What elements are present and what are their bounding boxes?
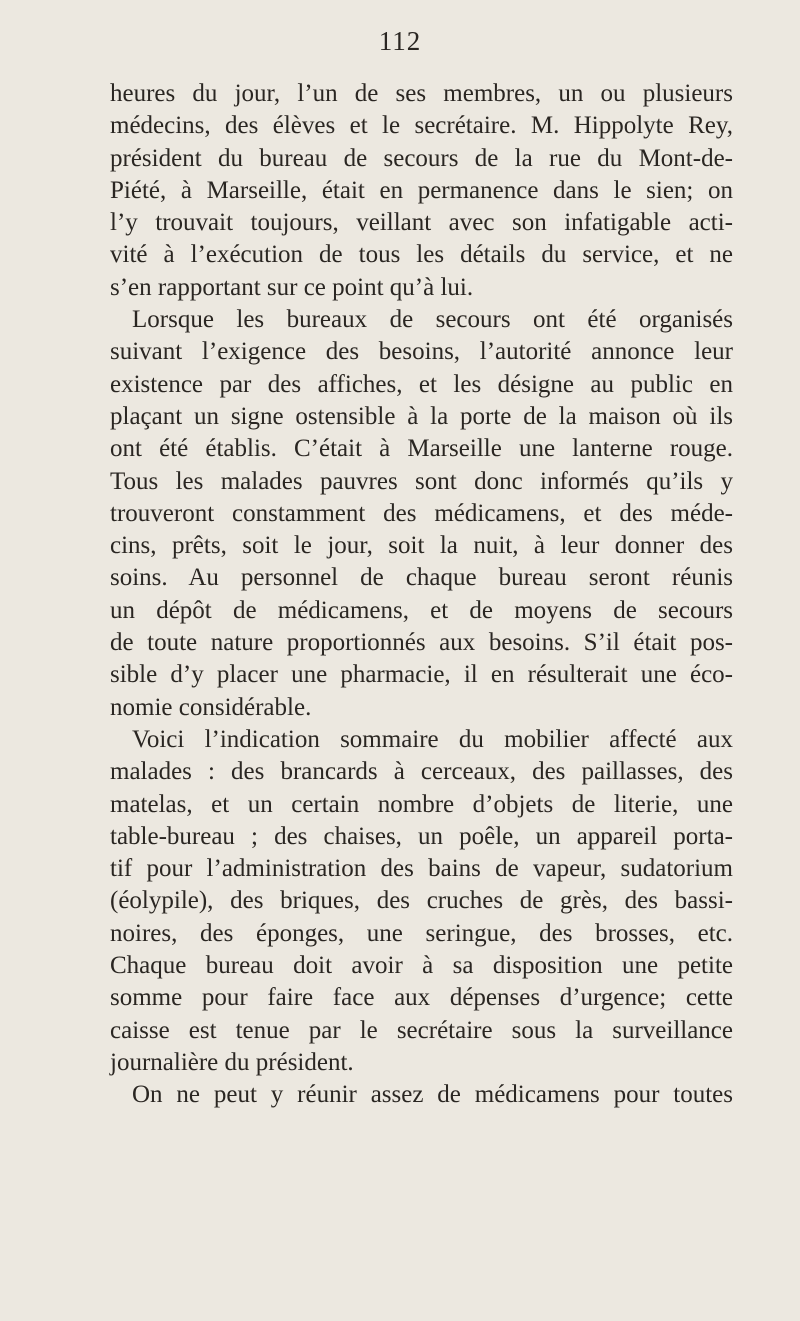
text-line: Tous les malades pauvres sont donc informés qu’ils y <box>110 467 733 495</box>
text-line: président du bureau de secours de la rue du Mont-de- <box>110 144 733 172</box>
text-line: matelas, et un certain nombre d’objets de literie, une <box>110 790 733 818</box>
text-line: noires, des éponges, une seringue, des brosses, etc. <box>110 919 733 947</box>
text-line: tif pour l’administration des bains de vapeur, sudatorium <box>110 855 733 883</box>
text-line: Lorsque les bureaux de secours ont été organisés <box>132 306 733 334</box>
text-line: Chaque bureau doit avoir à sa disposition une petite <box>110 952 733 980</box>
text-line: soins. Au personnel de chaque bureau seront réunis <box>110 564 733 592</box>
text-line: journalière du président. <box>110 1048 354 1076</box>
text-line: malades : des brancards à cerceaux, des paillasses, des <box>110 758 733 786</box>
text-line: sible d’y placer une pharmacie, il en résulterait une éco- <box>110 661 733 689</box>
text-line: de toute nature proportionnés aux besoins. S’il était pos- <box>110 629 733 657</box>
text-line: (éolypile), des briques, des cruches de grès, des bassi- <box>110 887 733 915</box>
text-line: ont été établis. C’était à Marseille une lanterne rouge. <box>110 435 733 463</box>
text-line: On ne peut y réunir assez de médicamens pour toutes <box>132 1081 733 1109</box>
text-line: médecins, des élèves et le secrétaire. M. Hippolyte Rey, <box>110 112 733 140</box>
text-line: heures du jour, l’un de ses membres, un ou plusieurs <box>110 80 733 107</box>
text-line: caisse est tenue par le secrétaire sous la surveillance <box>110 1016 733 1044</box>
text-line: un dépôt de médicamens, et de moyens de secours <box>110 596 733 624</box>
text-line: somme pour faire face aux dépenses d’urgence; cette <box>110 984 733 1012</box>
body-text <box>110 78 733 1112</box>
text-line: l’y trouvait toujours, veillant avec son infatigable acti- <box>110 209 733 237</box>
text-line: plaçant un signe ostensible à la porte de la maison où ils <box>110 402 733 430</box>
text-line: suivant l’exigence des besoins, l’autorité annonce leur <box>110 338 733 366</box>
text-line: table-bureau ; des chaises, un poêle, un appareil porta- <box>110 822 733 850</box>
text-line: nomie considérable. <box>110 693 312 721</box>
text-line: trouveront constamment des médicamens, et des méde- <box>110 499 733 527</box>
page-number: 112 <box>378 26 422 56</box>
text-line: cins, prêts, soit le jour, soit la nuit, à leur donner des <box>110 532 733 560</box>
text-line: Piété, à Marseille, était en permanence dans le sien; on <box>110 176 733 204</box>
text-line: Voici l’indication sommaire du mobilier affecté aux <box>132 725 733 753</box>
text-line: s’en rapportant sur ce point qu’à lui. <box>110 273 474 301</box>
text-line: existence par des affiches, et les désigne au public en <box>110 370 733 398</box>
text-line: vité à l’exécution de tous les détails du service, et ne <box>110 241 733 269</box>
